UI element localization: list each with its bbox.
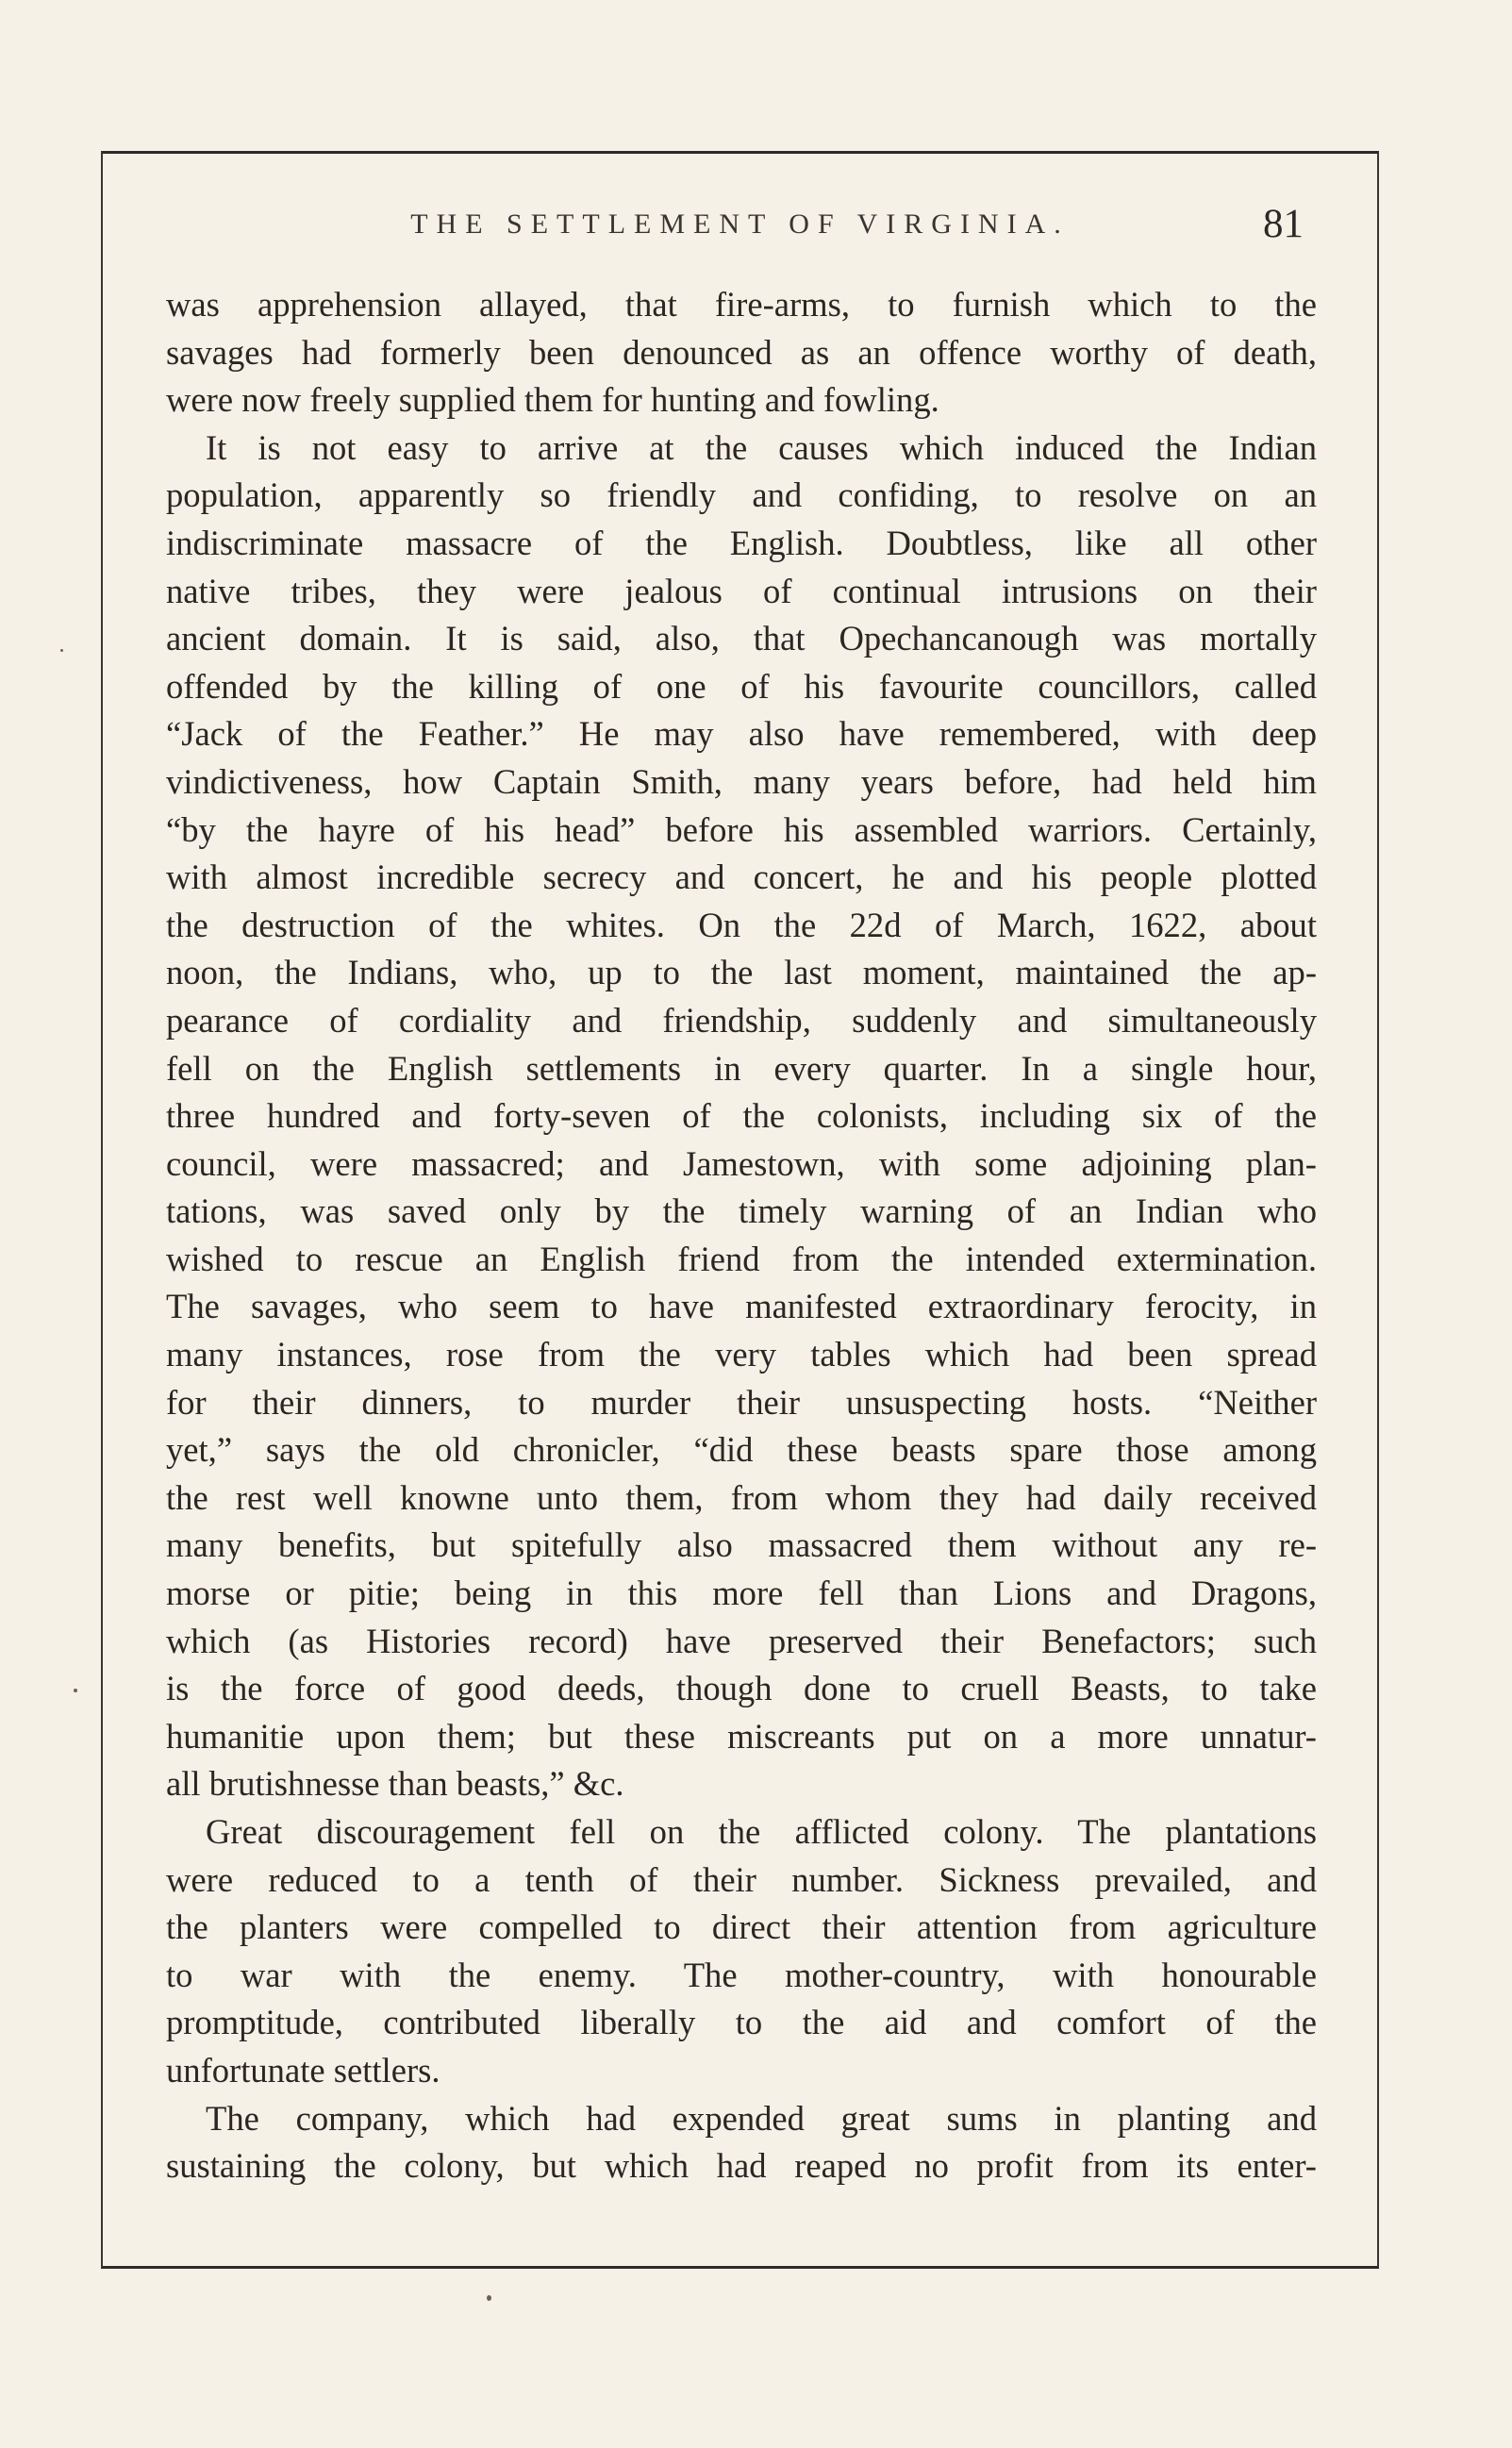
- text-line: the destruction of the whites. On the 22d of March, 1622, about: [166, 905, 1317, 944]
- text-line: wished to rescue an English friend from the intended extermination.: [166, 1239, 1317, 1278]
- text-line: promptitude, contributed liberally to the aid and comfort of the: [166, 2003, 1317, 2042]
- text-line: ancient domain. It is said, also, that Opechancanough was mortally: [166, 619, 1317, 658]
- text-line: Great discouragement fell on the afflicted colony. The plantations: [206, 1812, 1317, 1851]
- text-line: yet,” says the old chronicler, “did these beasts spare those among: [166, 1430, 1317, 1470]
- text-line: indiscriminate massacre of the English. Doubtless, like all other: [166, 523, 1317, 562]
- text-line: three hundred and forty-seven of the colonists, including six of the: [166, 1096, 1317, 1136]
- body-text: [166, 281, 1317, 2190]
- text-line: population, apparently so friendly and confiding, to resolve on an: [166, 475, 1317, 515]
- text-line: vindictiveness, how Captain Smith, many years before, had held him: [166, 761, 1317, 801]
- text-line: sustaining the colony, but which had reaped no profit from its enter-: [166, 2146, 1317, 2186]
- text-line: unfortunate settlers.: [166, 2050, 440, 2090]
- text-line: the rest well knowne unto them, from whom they had daily received: [166, 1477, 1317, 1517]
- text-line: The savages, who seem to have manifested extraordinary ferocity, in: [166, 1287, 1317, 1326]
- text-line: humanitie upon them; but these miscreants put on a more unnatur-: [166, 1716, 1317, 1756]
- text-line: to war with the enemy. The mother-country, with honourable: [166, 1955, 1317, 1994]
- text-line: many instances, rose from the very tables which had been spread: [166, 1335, 1317, 1374]
- text-line: The company, which had expended great sums in planting and: [206, 2098, 1317, 2138]
- paper-speck: [487, 2295, 491, 2301]
- text-line: was apprehension allayed, that fire-arms, to furnish which to the: [166, 285, 1317, 324]
- text-line: native tribes, they were jealous of continual intrusions on their: [166, 571, 1317, 610]
- paper-speck: [60, 649, 63, 652]
- text-line: morse or pitie; being in this more fell than Lions and Dragons,: [166, 1574, 1317, 1613]
- text-line: “by the hayre of his head” before his assembled warriors. Certainly,: [166, 809, 1317, 849]
- text-line: council, were massacred; and Jamestown, with some adjoining plan-: [166, 1143, 1317, 1183]
- page-frame: [101, 151, 1379, 2269]
- text-line: is the force of good deeds, though done to cruell Beasts, to take: [166, 1669, 1317, 1708]
- text-line: noon, the Indians, who, up to the last moment, maintained the ap-: [166, 953, 1317, 992]
- running-head: [103, 202, 1377, 256]
- paper-speck: [74, 1689, 77, 1692]
- text-line: offended by the killing of one of his favourite councillors, called: [166, 666, 1317, 706]
- text-line: were now freely supplied them for hunting and fowling.: [166, 380, 939, 420]
- text-line: which (as Histories record) have preserved their Benefactors; such: [166, 1621, 1317, 1660]
- page-number: 81: [1263, 202, 1304, 246]
- text-line: were reduced to a tenth of their number. Sickness prevailed, and: [166, 1859, 1317, 1899]
- running-title: THE SETTLEMENT OF VIRGINIA.: [410, 208, 1070, 240]
- text-line: savages had formerly been denounced as an offence worthy of death,: [166, 332, 1317, 372]
- text-line: “Jack of the Feather.” He may also have remembered, with deep: [166, 714, 1317, 754]
- text-line: It is not easy to arrive at the causes which induced the Indian: [206, 427, 1317, 467]
- text-line: for their dinners, to murder their unsuspecting hosts. “Neither: [166, 1382, 1317, 1422]
- text-line: many benefits, but spitefully also massacred them without any re-: [166, 1525, 1317, 1565]
- text-line: pearance of cordiality and friendship, suddenly and simultaneously: [166, 1000, 1317, 1040]
- text-line: all brutishnesse than beasts,” &c.: [166, 1764, 624, 1804]
- text-line: tations, was saved only by the timely warning of an Indian who: [166, 1191, 1317, 1231]
- text-line: fell on the English settlements in every quarter. In a single hour,: [166, 1048, 1317, 1088]
- text-line: the planters were compelled to direct their attention from agriculture: [166, 1907, 1317, 1947]
- text-line: with almost incredible secrecy and concert, he and his people plotted: [166, 858, 1317, 897]
